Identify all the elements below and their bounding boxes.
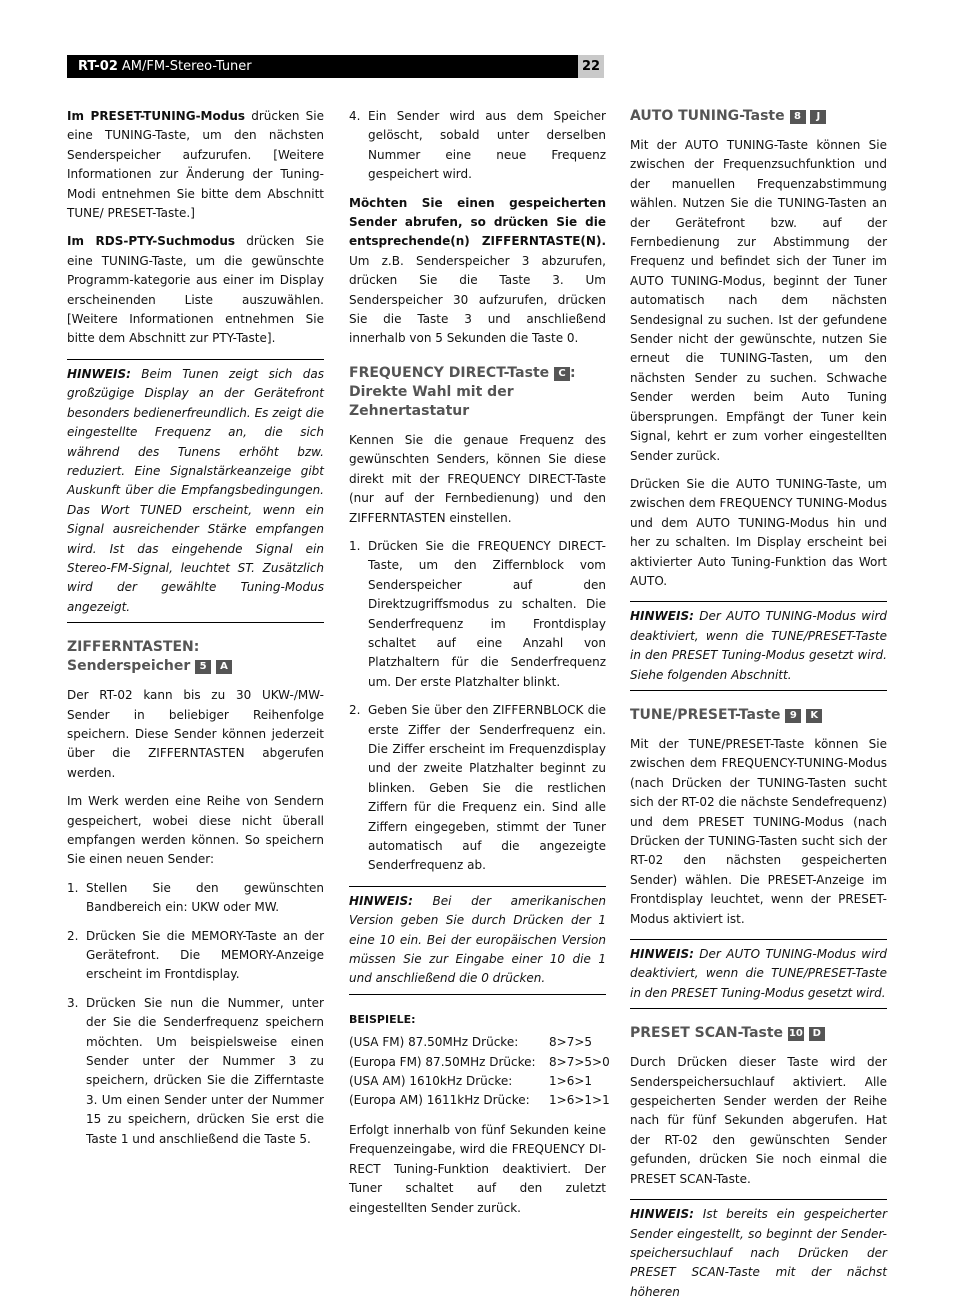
example-row: [349, 1053, 610, 1072]
note-text: Beim Tunen zeigt sich das großzügige Display an der Gerätefront besonders bedienerfreundlich. Es zeigt die eingestellte Frequenz an, die sich während des Tunens erhöht bzw. reduziert. Eine Signalstärkeanzeige gibt Auskunft über die Empfangsbedingungen. Das Wort TUNED erscheint, wenn ein Signal ausreichender Stärke empfangen wird. Ist das eingehende Signal ein Stereo-FM-Signal, leuchtet ST. Zusätzlich wird der gewählte Tuning-Modus angezeigt.: [67, 366, 324, 614]
model-name: RT-02: [78, 59, 118, 74]
key-badge: D: [809, 1027, 825, 1041]
note-box: [630, 939, 887, 1009]
note-text: Bei der amerikanischen Version geben Sie durch Drücken der 1 eine 10 ein. Bei der europäischen Version müssen Sie zur Eingabe einer 10 die 1 und anschließend die 0 drücken.: [349, 893, 606, 986]
list-text: Drücken Sie die MEMORY-Taste an der Gerätefront. Die MEMORY-Anzeige erscheint im Frontdisplay.: [86, 928, 324, 982]
note-text: Ist bereits ein gespeicherter Sender eingestellt, so beginnt der Sender-speichersuchlauf nach Drücken der PRESET SCAN-Taste mit der nächst höheren: [630, 1207, 887, 1299]
heading-colon: :: [570, 364, 576, 381]
note-text: Der AUTO TUNING-Modus wird deaktiviert, wenn die TUNE/PRESET-Taste in den PRESET Tuning-Modus gesetzt wird. Siehe folgenden Abschnitt.: [630, 609, 887, 682]
list-number: 1.: [349, 538, 361, 553]
key-badge: 10: [788, 1028, 803, 1040]
numbered-list: [349, 537, 606, 876]
numbered-list: [67, 879, 324, 1149]
list-text: Geben Sie über den ZIFFERNBLOCK die erste Ziffer der Senderfrequenz ein. Die Ziffer erscheint im Frequenzdisplay und der zweite Platzhalter beginnt zu blinken. Geben Sie die restlichen Ziffern für die Frequenz ein. Sind alle Ziffern eingegeben, stimmt der Tuner automatisch auf die angezeigte Senderfrequenz ab.: [368, 703, 606, 873]
paragraph-text: drücken Sie eine TUNING-Taste, um die gewünschte Programm-kategorie aus einer im Display erscheinenden Liste auszuwählen. [Weitere Informationen entnehmen Sie bitte dem Abschnitt zur PTY-Taste].: [67, 234, 324, 346]
key-badge: C: [554, 367, 570, 381]
example-value: 8>7>5>0: [549, 1054, 610, 1069]
note-label: HINWEIS:: [349, 893, 413, 908]
key-badge: J: [810, 110, 826, 124]
list-number: 2.: [349, 703, 361, 718]
key-badge: 9: [785, 709, 801, 723]
paragraph: Mit der TUNE/PRESET-Taste können Sie zwischen dem FREQUENCY-TUNING-Modus (nach Drücken der TUNING-Tasten sucht sich der RT-02 die nächste Sendefrequenz) und dem PRESET TUNING-Modus (nach Drücken der TUNING-Tasten sucht sich der RT-02 den nächsten gespeicherten Sender) wählen. Die PRESET-Anzeige im Frontdisplay leuchtet, wenn der PRESET-Modus aktiviert ist.: [630, 736, 887, 926]
note-box: [630, 601, 887, 691]
page-header: [67, 55, 578, 78]
list-text: Ein Sender wird aus dem Speicher gelöscht, sobald unter derselben Nummer eine neue Frequenz gespeichert wird.: [368, 109, 606, 182]
list-text: Drücken Sie die FREQUENCY DIRECT-Taste, um den Ziffernblock vom Senderspeicher auf den Direktzugriffsmodus zu schalten. Die Senderfrequenz im Frontdisplay schaltet auf eine Anzahl von Platzhaltern für die Senderfrequenz um. Der erste Platzhalter blinkt.: [368, 538, 606, 689]
note-label: HINWEIS:: [630, 1207, 694, 1222]
heading-line: AUTO TUNING-Taste: [630, 108, 785, 124]
header-subtitle: AM/FM-Stereo-Tuner: [121, 59, 252, 74]
heading-line: TUNE/PRESET-Taste: [630, 706, 781, 723]
paragraph-recall: [349, 194, 606, 349]
heading-line: PRESET SCAN-Taste: [630, 1025, 784, 1042]
example-label: (Europa FM) 87.50MHz Drücke:: [349, 1054, 536, 1069]
list-text: Drücken Sie nun die Nummer, unter der Sie die Senderfrequenz speichern möchten. Um beispielsweise einen Sender unter der Nummer 3 zu speichern, drücken Sie die Zifferntaste 3. Um einen Sender unter der Nummer 15 zu speichern, drücken Sie erst die Taste 1 und anschließend die Taste 5.: [86, 995, 324, 1146]
heading-line: ZIFFERNTASTEN:: [67, 639, 200, 656]
section-heading-frequency-direct: [349, 364, 606, 421]
note-label: HINWEIS:: [630, 609, 694, 624]
list-item: [67, 879, 324, 918]
examples-table: [349, 1033, 610, 1111]
list-item: [349, 537, 606, 692]
key-badge: A: [216, 660, 232, 674]
paragraph: Der RT-02 kann bis zu 30 UKW-/MW-Sender in beliebiger Reihenfolge speichern. Diese Sender können jederzeit über die ZIFFERNTASTEN abgerufen werden.: [67, 688, 324, 780]
paragraph: Im Werk werden eine Reihe von Sendern gespeichert, wobei diese nicht überall empfangen werden können. So speichern Sie einen neuen Sender:: [67, 794, 324, 867]
note-box: [630, 1199, 887, 1302]
example-row: [349, 1033, 606, 1052]
paragraph: Kennen Sie die genaue Frequenz des gewünschten Senders, können Sie diese direkt mit der FREQUENCY DIRECT-Taste (nur auf der Fernbedienung) und den ZIFFERNTASTEN einstellen.: [349, 432, 606, 525]
example-label: (USA FM) 87.50MHz Drücke:: [349, 1035, 519, 1050]
example-value: 1>6>1>1: [549, 1093, 610, 1108]
list-item: [349, 701, 606, 876]
note-label: HINWEIS:: [630, 947, 694, 962]
heading-line: Senderspeicher: [67, 658, 191, 675]
section-heading-tune-preset: [630, 706, 887, 725]
examples-label: BEISPIELE:: [349, 1012, 416, 1026]
list-number: 3.: [67, 995, 79, 1010]
paragraph-rds-pty: [67, 232, 324, 348]
list-text: Stellen Sie den gewünschten Bandbereich ein: UKW oder MW.: [86, 880, 324, 915]
page-number: 22: [578, 55, 604, 78]
paragraph-text: Um z.B. Senderspeicher 3 abzurufen, drücken Sie die Taste 3. Um Senderspeicher 30 aufzurufen, drücken Sie die Taste 3 und anschließend innerhalb von 5 Sekunden die Taste 0.: [349, 253, 606, 346]
paragraph: Drücken Sie die AUTO TUNING-Taste, um zwischen dem FREQUENCY TUNING-Modus und dem AUTO TUNING-Modus hin und her zu schalten. Im Display erscheint bei aktivierter Auto Tuning-Funktion das Wort AUTO.: [630, 476, 887, 588]
list-number: 4.: [349, 109, 361, 123]
section-heading-preset-scan: [630, 1024, 887, 1043]
key-badge: 8: [790, 110, 806, 124]
numbered-list: [349, 107, 606, 185]
list-item: [67, 994, 324, 1149]
example-row: [349, 1091, 610, 1110]
note-label: HINWEIS:: [67, 366, 131, 381]
heading-line: Zehnertastatur: [349, 402, 470, 419]
list-item: [67, 927, 324, 985]
example-row: [349, 1072, 606, 1091]
note-box: [349, 886, 606, 995]
list-item: [349, 107, 606, 185]
example-value: 8>7>5: [549, 1035, 593, 1050]
key-badge: K: [806, 709, 822, 723]
bold-lead: Im PRESET-TUNING-Modus: [67, 109, 246, 123]
paragraph-preset-tuning: [67, 107, 324, 223]
heading-line: FREQUENCY DIRECT-Taste: [349, 364, 550, 381]
paragraph-text: drücken Sie eine TUNING-Taste, um den nächsten Senderspeicher aufzurufen. [Weitere Informationen zur Änderung der Tuning-Modi entnehmen Sie bitte dem Abschnitt TUNE/ PRESET-Taste.]: [67, 109, 324, 221]
example-label: (USA AM) 1610kHz Drücke:: [349, 1074, 513, 1089]
heading-line: Direkte Wahl mit der: [349, 383, 514, 400]
list-number: 1.: [67, 880, 79, 895]
paragraph: Erfolgt innerhalb von fünf Sekunden keine Frequenzeingabe, wird die FREQUENCY DI-RECT Tuning-Funktion deaktiviert. Der Tuner schaltet auf den zuletzt eingestellten Sender zurück.: [349, 1122, 606, 1215]
column-3: [630, 107, 887, 1302]
column-1: [67, 107, 324, 1158]
paragraph: Mit der AUTO TUNING-Taste können Sie zwischen der Frequenzsuchfunktion und der manuellen Frequenzabstimmung wählen. Nutzen Sie die TUNING-Tasten an der Gerätefront bzw. auf der Fernbedienung zur Abstimmung der Frequenz und befindet sich der Tuner im AUTO TUNING-Modus, beginnt der Tuner automatisch nach dem nächsten Sendesignal zu suchen. Ist der gefundene Sender nicht der gewünschte, nutzen Sie erneut die TUNING-Tasten, um den nächsten Sender zu suchen. Schwache Sender werden beim Auto Tuning übersprungen. Empfängt der Tuner kein Signal, kehrt er zum vorher eingestellten Sender zurück.: [630, 138, 887, 463]
section-heading-zifferntasten: [67, 638, 324, 676]
example-label: (Europa AM) 1611kHz Drücke:: [349, 1093, 530, 1108]
section-heading-auto-tuning: [630, 107, 887, 126]
key-badge: 5: [195, 660, 211, 674]
bold-lead: Im RDS-PTY-Suchmodus: [67, 234, 236, 249]
example-value: 1>6>1: [549, 1074, 593, 1089]
note-text: Der AUTO TUNING-Modus wird deaktiviert, wenn die TUNE/PRESET-Taste in den PRESET Tuning-Modus gesetzt wird.: [630, 947, 887, 1000]
paragraph: Durch Drücken dieser Taste wird der Senderspeichersuchlauf aktiviert. Alle gespeicherten Sender werden der Reihe nach für fünf Sekunden abgerufen. Hat der RT-02 den gewünschten Sender gefunden, drücken Sie noch einmal die PRESET SCAN-Taste.: [630, 1055, 887, 1186]
column-2: [349, 107, 610, 1227]
list-number: 2.: [67, 928, 79, 943]
bold-lead: Möchten Sie einen gespeicherten Sender abrufen, so drücken Sie die entsprechende(n) ZIFFERNTASTE(N).: [349, 195, 606, 249]
note-box: [67, 359, 324, 623]
